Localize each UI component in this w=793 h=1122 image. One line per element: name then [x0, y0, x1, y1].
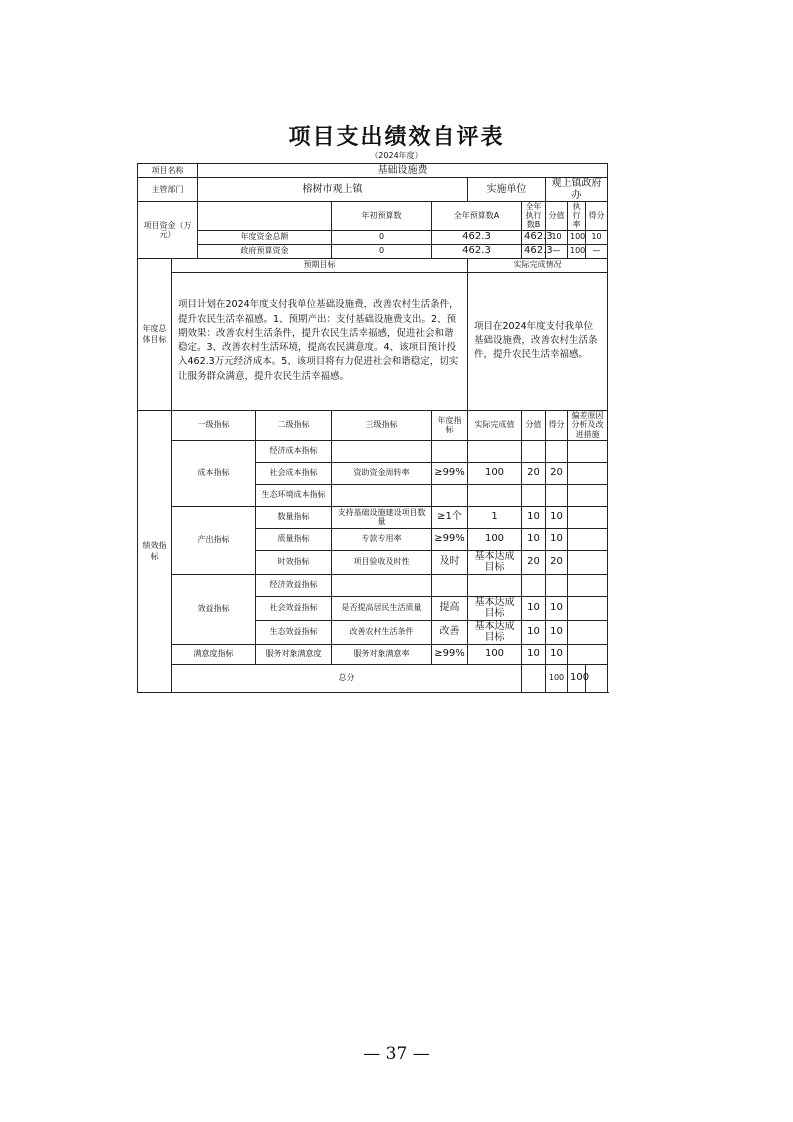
perf-target	[432, 574, 468, 596]
total-score: 100	[568, 664, 586, 692]
perf-score: 10	[546, 620, 568, 644]
perf-note	[568, 620, 608, 644]
page-title: 项目支出绩效自评表	[288, 125, 505, 150]
perf-target: 改善	[432, 620, 468, 644]
funds-row-exec: 462.3	[522, 244, 546, 258]
funds-row-initial: 0	[332, 230, 432, 244]
perf-l3	[332, 484, 432, 506]
perf-l2: 社会效益指标	[256, 596, 332, 620]
group-name: 满意度指标	[172, 644, 256, 664]
perf-l2: 生态效益指标	[256, 620, 332, 644]
expected-goal-text: 项目计划在2024年度支付我单位基础设施费，改善农村生活条件，提升农民生活幸福感。1、预期产出：支付基础设施费支出。2、预期效果：改善农村生活条件，提升农民生活幸福感，促进社会和谐稳定。3、改善农村生活环境，提高农民满意度。4、该项目预计投入462.3万元经济成本。5、该项目将有力促进社会和谐稳定，切实让服务群众满意，提升农民生活幸福感。	[172, 272, 468, 410]
goal-label: 年度总体目标	[138, 258, 172, 410]
funds-row-initial: 0	[332, 244, 432, 258]
perf-header-weight: 分值	[522, 410, 546, 440]
perf-target: ≥99%	[432, 528, 468, 550]
perf-actual: 1	[468, 506, 522, 528]
funds-header-score: 得分	[586, 202, 608, 231]
perf-note	[568, 484, 608, 506]
funds-header-rate: 执行率	[568, 202, 586, 231]
total-label: 总分	[172, 664, 522, 692]
perf-weight: 20	[522, 462, 546, 484]
perf-header-l1: 一级指标	[172, 410, 256, 440]
actual-completion-header: 实际完成情况	[468, 258, 608, 272]
perf-weight	[522, 574, 546, 596]
perf-note	[568, 462, 608, 484]
dept-value: 榕树市观上镇	[198, 178, 468, 202]
perf-header-note: 偏差原因分析及改进措施	[568, 410, 608, 440]
perf-weight: 10	[522, 528, 546, 550]
funds-row-annual: 462.3	[432, 230, 522, 244]
perf-l2: 时效指标	[256, 550, 332, 574]
project-name-label: 项目名称	[138, 164, 198, 178]
perf-header-l2: 二级指标	[256, 410, 332, 440]
group-name: 产出指标	[172, 506, 256, 574]
impl-label: 实施单位	[468, 178, 546, 202]
funds-header-exec: 全年执行数B	[522, 202, 546, 231]
perf-l3: 项目验收及时性	[332, 550, 432, 574]
perf-score: 20	[546, 550, 568, 574]
perf-l3	[332, 574, 432, 596]
funds-row-label: 年度资金总额	[198, 230, 332, 244]
perf-note	[568, 440, 608, 462]
expected-goal-header: 预期目标	[172, 258, 468, 272]
funds-label: 项目资金（万元）	[138, 202, 198, 259]
perf-score: 10	[546, 506, 568, 528]
perf-target: ≥99%	[432, 644, 468, 664]
perf-weight: 10	[522, 644, 546, 664]
perf-weight: 20	[522, 550, 546, 574]
page-number: — 37 —	[363, 1044, 430, 1064]
perf-l3: 改善农村生活条件	[332, 620, 432, 644]
total-weight: 100	[546, 664, 568, 692]
perf-weight: 10	[522, 506, 546, 528]
dept-label: 主管部门	[138, 178, 198, 202]
perf-target: 提高	[432, 596, 468, 620]
perf-target: ≥1个	[432, 506, 468, 528]
perf-l2: 经济效益指标	[256, 574, 332, 596]
perf-l3: 支持基础设施建设项目数量	[332, 506, 432, 528]
perf-actual: 基本达成目标	[468, 550, 522, 574]
funds-header-weight: 分值	[546, 202, 568, 231]
perf-l2: 服务对象满意度	[256, 644, 332, 664]
perf-weight	[522, 484, 546, 506]
perf-actual: 100	[468, 644, 522, 664]
perf-score	[546, 574, 568, 596]
perf-note	[568, 596, 608, 620]
perf-l2: 生态环境成本指标	[256, 484, 332, 506]
perf-note	[568, 506, 608, 528]
perf-score: 10	[546, 528, 568, 550]
perf-score	[546, 484, 568, 506]
perf-actual	[468, 484, 522, 506]
perf-target	[432, 484, 468, 506]
total-blank	[522, 664, 546, 692]
perf-header-score: 得分	[546, 410, 568, 440]
perf-l3: 专款专用率	[332, 528, 432, 550]
perf-header-actual: 实际完成值	[468, 410, 522, 440]
funds-row-score: —	[586, 244, 608, 258]
perf-note	[568, 550, 608, 574]
perf-actual	[468, 574, 522, 596]
funds-row-rate: 100	[568, 244, 586, 258]
funds-row-rate: 100	[568, 230, 586, 244]
perf-label: 绩效指标	[138, 410, 172, 692]
perf-note	[568, 528, 608, 550]
impl-value: 观上镇政府办	[546, 178, 608, 202]
actual-completion-text: 项目在2024年度支付我单位基础设施费，改善农村生活条件，提升农民生活幸福感。	[468, 272, 608, 410]
perf-actual: 100	[468, 462, 522, 484]
perf-target: ≥99%	[432, 462, 468, 484]
perf-weight	[522, 440, 546, 462]
perf-actual: 基本达成目标	[468, 596, 522, 620]
project-name-value: 基础设施费	[198, 164, 608, 178]
perf-l3: 服务对象满意率	[332, 644, 432, 664]
group-name: 成本指标	[172, 440, 256, 506]
perf-score: 20	[546, 462, 568, 484]
funds-header-annual: 全年预算数A	[432, 202, 522, 231]
perf-note	[568, 574, 608, 596]
funds-row-score: 10	[586, 230, 608, 244]
self-evaluation-table	[137, 163, 608, 693]
perf-actual: 100	[468, 528, 522, 550]
perf-note	[568, 644, 608, 664]
year-subtitle: （2024年度）	[370, 151, 423, 160]
perf-target: 及时	[432, 550, 468, 574]
perf-header-target: 年度指标	[432, 410, 468, 440]
funds-row-exec: 462.3	[522, 230, 546, 244]
perf-l2: 社会成本指标	[256, 462, 332, 484]
perf-l3	[332, 440, 432, 462]
group-name: 效益指标	[172, 574, 256, 644]
perf-actual: 基本达成目标	[468, 620, 522, 644]
perf-actual	[468, 440, 522, 462]
perf-l2: 质量指标	[256, 528, 332, 550]
funds-row-weight: —	[546, 244, 568, 258]
funds-header-blank	[198, 202, 332, 231]
perf-l3: 资助资金周转率	[332, 462, 432, 484]
perf-score: 10	[546, 644, 568, 664]
funds-row-label: 政府预算资金	[198, 244, 332, 258]
perf-l3: 是否提高居民生活质量	[332, 596, 432, 620]
perf-weight: 10	[522, 596, 546, 620]
funds-header-initial: 年初预算数	[332, 202, 432, 231]
perf-score	[546, 440, 568, 462]
perf-l2: 数量指标	[256, 506, 332, 528]
perf-target	[432, 440, 468, 462]
funds-row-weight: 10	[546, 230, 568, 244]
funds-row-annual: 462.3	[432, 244, 522, 258]
perf-l2: 经济成本指标	[256, 440, 332, 462]
perf-header-l3: 三级指标	[332, 410, 432, 440]
perf-score: 10	[546, 596, 568, 620]
perf-weight: 10	[522, 620, 546, 644]
